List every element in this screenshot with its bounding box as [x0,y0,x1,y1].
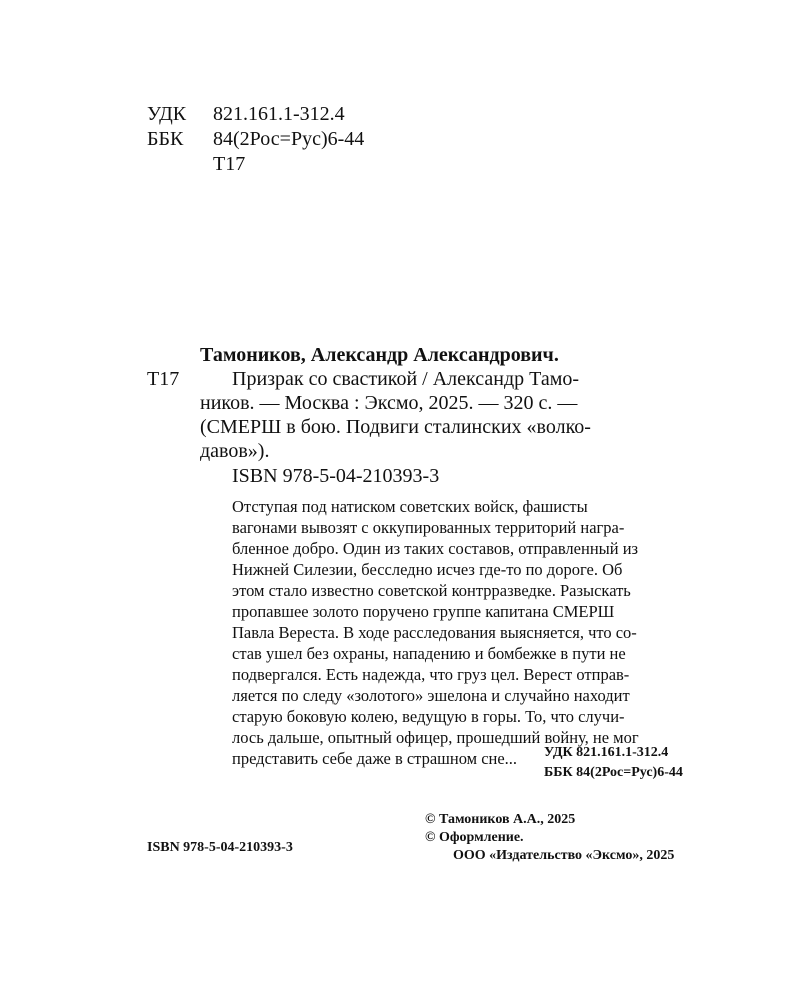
annotation-line: Павла Вереста. В ходе расследования выясняется, что со- [232,623,637,642]
annotation-line: лось дальше, опытный офицер, прошедший войну, не мог [232,728,639,747]
annotation-line: Нижней Силезии, бесследно исчез где-то по дороге. Об [232,560,623,579]
copyright-design: © Оформление. [425,830,524,845]
copyright-publisher: ООО «Издательство «Эксмо», 2025 [453,848,675,863]
udk-bottom: УДК 821.161.1-312.4 [544,745,669,760]
annotation-line: ляется по следу «золотого» эшелона и случайно находит [232,686,630,705]
annotation-line: бленное добро. Один из таких составов, отправленный из [232,539,639,558]
isbn-main: ISBN 978-5-04-210393-3 [232,465,440,487]
bib-line: Призрак со свастикой / Александр Тамо- [232,368,580,390]
bbk-bottom: ББК 84(2Рос=Рус)6-44 [544,765,683,780]
author-mark: Т17 [213,153,246,175]
annotation-line: подвергался. Есть надежда, что груз цел. Верест отправ- [232,665,630,684]
annotation-line: представить себе даже в страшном сне... [232,749,518,768]
annotation-line: Отступая под натиском советских войск, фашисты [232,497,588,516]
isbn-bottom: ISBN 978-5-04-210393-3 [147,840,293,855]
bib-line: (СМЕРШ в бою. Подвиги сталинских «волко- [200,416,591,438]
annotation-line: вагонами вывозят с оккупированных территорий награ- [232,518,625,537]
annotation-line: став ушел без охраны, нападению и бомбежке в пути не [232,644,626,663]
annotation-line: этом стало известно советской контрразведке. Разыскать [232,581,631,600]
annotation-line: пропавшее золото поручено группе капитана СМЕРШ [232,602,615,621]
bib-line: ников. — Москва : Эксмо, 2025. — 320 с. — [200,392,578,414]
bbk-value: 84(2Рос=Рус)6-44 [213,128,365,150]
annotation-line: старую боковую колею, ведущую в горы. То, что случи- [232,707,625,726]
bib-line: давов»). [200,440,270,462]
copyright-author: © Тамоников А.А., 2025 [425,812,576,827]
udk-value: 821.161.1-312.4 [213,103,345,125]
udk-label: УДК [147,103,187,125]
bib-author-mark: Т17 [147,368,180,390]
author-heading: Тамоников, Александр Александрович. [200,344,559,366]
bbk-label: ББК [147,128,184,150]
